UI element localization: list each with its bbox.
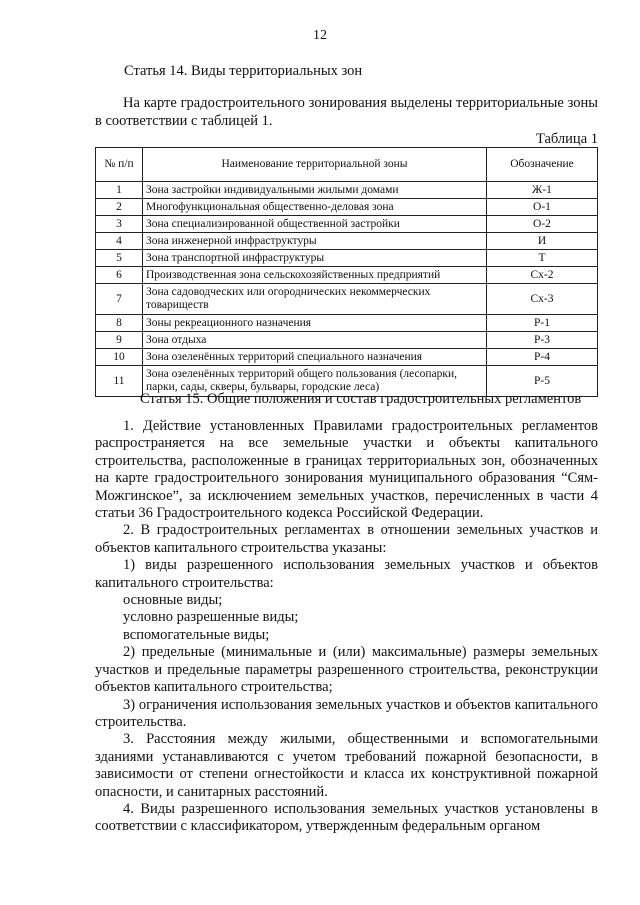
row-zone-name: Зона озеленённых территорий общего пользования (лесопарки, парки, сады, скверы, бульвары, городские леса) bbox=[143, 366, 487, 397]
row-zone-name: Зона отдыха bbox=[143, 332, 487, 349]
paragraph-2-item-2: 2) предельные (минимальные и (или) максимальные) размеры земельных участков и предельные параметры разрешенного строительства, реконструкции объектов капитального строительства; bbox=[95, 644, 598, 696]
table-caption: Таблица 1 bbox=[535, 131, 598, 147]
table-row bbox=[96, 199, 598, 216]
article-15-body bbox=[95, 418, 598, 836]
row-designation: О-1 bbox=[487, 199, 598, 216]
row-zone-name: Многофункциональная общественно-деловая зона bbox=[143, 199, 487, 216]
row-zone-name: Зоны рекреационного назначения bbox=[143, 315, 487, 332]
paragraph-2-item-3: 3) ограничения использования земельных участков и объектов капитального строительства. bbox=[95, 696, 598, 730]
paragraph-2-item-1b: условно разрешенные виды; bbox=[123, 609, 299, 626]
row-designation: Сх-3 bbox=[487, 284, 598, 315]
table-row bbox=[96, 349, 598, 366]
paragraph-1: 1. Действие установленных Правилами градостроительных регламентов распространяется на все земельные участки и объекты капитального строительства, расположенные в границах территориальных зон, обозначенных на карте градостроительного зонирования муниципального образования “Сям-Можгинское”, за исключением земельных участков, перечисленных в части 4 статьи 36 Градостроительного кодекса Российской Федерации. bbox=[95, 418, 598, 522]
paragraph-2-item-1a: основные виды; bbox=[123, 592, 223, 609]
row-number: 1 bbox=[96, 182, 143, 199]
row-number: 9 bbox=[96, 332, 143, 349]
row-zone-name: Зона садоводческих или огороднических некоммерческих товариществ bbox=[143, 284, 487, 315]
row-number: 10 bbox=[96, 349, 143, 366]
row-zone-name: Производственная зона сельскохозяйственных предприятий bbox=[143, 267, 487, 284]
row-zone-name: Зона озеленённых территорий специального назначения bbox=[143, 349, 487, 366]
table-row bbox=[96, 284, 598, 315]
row-designation: Р-1 bbox=[487, 315, 598, 332]
row-number: 11 bbox=[96, 366, 143, 397]
table-row bbox=[96, 267, 598, 284]
paragraph-4: 4. Виды разрешенного использования земельных участков установлены в соответствии с классификатором, утвержденным федеральным органом bbox=[95, 800, 598, 835]
row-number: 2 bbox=[96, 199, 143, 216]
row-number: 6 bbox=[96, 267, 143, 284]
page-number: 12 bbox=[313, 28, 327, 43]
row-zone-name: Зона застройки индивидуальными жилыми домами bbox=[143, 182, 487, 199]
row-zone-name: Зона специализированной общественной застройки bbox=[143, 216, 487, 233]
article-15-heading: Статья 15. Общие положения и состав градостроительных регламентов bbox=[140, 391, 582, 407]
table-row bbox=[96, 216, 598, 233]
header-number: № п/п bbox=[96, 148, 143, 182]
row-number: 3 bbox=[96, 216, 143, 233]
paragraph-2-item-1: 1) виды разрешенного использования земельных участков и объектов капитального строительства: bbox=[95, 557, 598, 591]
row-number: 8 bbox=[96, 315, 143, 332]
header-designation: Обозначение bbox=[487, 148, 598, 182]
row-designation: Сх-2 bbox=[487, 267, 598, 284]
table-header-row bbox=[96, 148, 598, 182]
article-14-intro: На карте градостроительного зонирования выделены территориальные зоны в соответствии с таблицей 1. bbox=[95, 95, 598, 129]
row-designation: Ж-1 bbox=[487, 182, 598, 199]
zones-table bbox=[95, 147, 598, 397]
table-row bbox=[96, 250, 598, 267]
row-zone-name: Зона инженерной инфраструктуры bbox=[143, 233, 487, 250]
paragraph-2-item-1c: вспомогательные виды; bbox=[123, 626, 270, 643]
row-designation: Т bbox=[487, 250, 598, 267]
row-number: 5 bbox=[96, 250, 143, 267]
table-row bbox=[96, 315, 598, 332]
article-14-heading: Статья 14. Виды территориальных зон bbox=[124, 63, 363, 79]
row-designation: Р-4 bbox=[487, 349, 598, 366]
table-row bbox=[96, 182, 598, 199]
paragraph-3: 3. Расстояния между жилыми, общественными и вспомогательными зданиями устанавливаются с учетом требований пожарной безопасности, в зависимости от степени огнестойкости и класса их конструктивной пожарной опасности, и санитарных расстояний. bbox=[95, 731, 598, 800]
paragraph-2: 2. В градостроительных регламентах в отношении земельных участков и объектов капитального строительства указаны: bbox=[95, 522, 598, 556]
table-row bbox=[96, 332, 598, 349]
row-designation: Р-3 bbox=[487, 332, 598, 349]
row-number: 4 bbox=[96, 233, 143, 250]
row-designation: Р-5 bbox=[487, 366, 598, 397]
header-zone-name: Наименование территориальной зоны bbox=[143, 148, 487, 182]
table-row bbox=[96, 233, 598, 250]
row-designation: О-2 bbox=[487, 216, 598, 233]
row-number: 7 bbox=[96, 284, 143, 315]
row-designation: И bbox=[487, 233, 598, 250]
row-zone-name: Зона транспортной инфраструктуры bbox=[143, 250, 487, 267]
